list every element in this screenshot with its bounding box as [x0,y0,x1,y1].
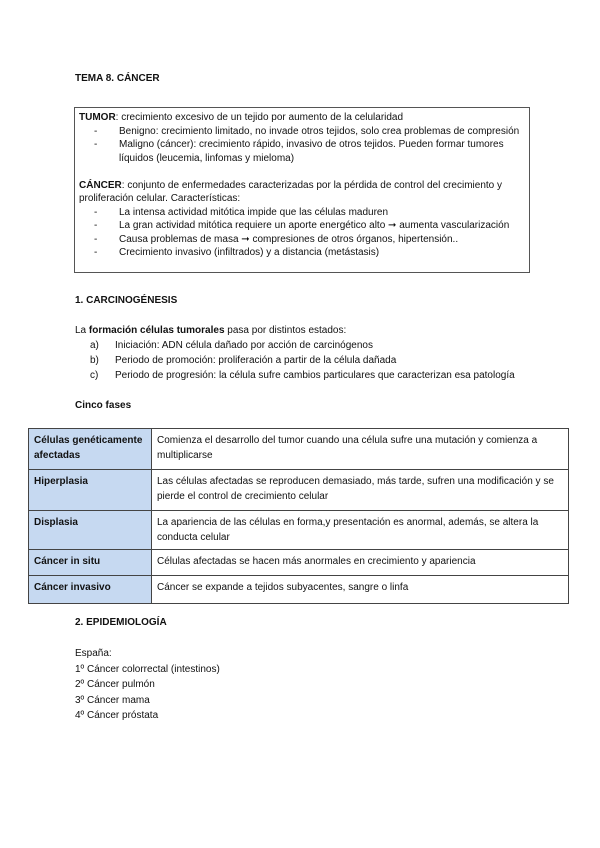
item-text: La gran actividad mitótica requiere un aporte energético alto ➞ aumenta vascularización [119,220,510,231]
intro-post: pasa por distintos estados: [224,325,347,336]
list-item: - Causa problemas de masa ➞ compresiones de otros órganos, hipertensión.. [94,233,459,245]
phase-cell: Hiperplasia [29,470,152,511]
desc-cell: La apariencia de las células en forma,y presentación es anormal, además, se altera la conducta celular [152,511,569,550]
list-item: 3º Cáncer mama [75,694,150,706]
ranking-list [75,646,220,724]
item-text: Causa problemas de masa ➞ compresiones de otros órganos, hipertensión.. [119,233,459,245]
list-item: - Maligno (cáncer): crecimiento rápido, invasivo de otros tejidos. Pueden formar tumores líquidos (leucemia, linfomas y mieloma) [94,139,504,164]
cancer-def: : conjunto de enfermedades caracterizadas por la pérdida de control del crecimiento y proliferación celular. Características: [79,179,502,204]
phase-cell: Células genéticamente afectadas [29,429,152,470]
table-row [29,470,569,511]
desc-cell: Las células afectadas se reproducen demasiado, más tarde, sufren una modificación y se pierde el control de crecimiento celular [152,470,569,511]
phase-cell: Cáncer in situ [29,550,152,576]
table-row [29,550,569,576]
list-item: - Crecimiento invasivo (infiltrados) y a distancia (metástasis) [94,247,380,258]
tumor-def: : crecimiento excesivo de un tejido por aumento de la celularidad [115,112,404,123]
table-row [29,576,569,604]
phases-label: Cinco fases [75,400,132,411]
item-text: Benigno: crecimiento limitado, no invade otros tejidos, solo crea problemas de compresión [119,125,520,137]
desc-cell: Células afectadas se hacen más anormales en crecimiento y apariencia [152,550,569,576]
list-item [75,339,545,353]
list-item: - La intensa actividad mitótica impide que las células maduren [94,206,389,218]
marker: b) [90,355,99,366]
item-text: Iniciación: ADN célula dañado por acción de carcinógenos [115,340,373,351]
desc-cell: Cáncer se expande a tejidos subyacentes, sangre o linfa [152,576,569,604]
phase-cell: Cáncer invasivo [29,576,152,604]
item-text: La intensa actividad mitótica impide que las células maduren [119,206,389,218]
country-label: España: [75,648,112,659]
marker: c) [90,370,99,381]
table-row [29,429,569,470]
list-item: 4º Cáncer próstata [75,710,159,721]
definitions-box [74,107,530,273]
stages-list [75,324,545,383]
list-item: - La gran actividad mitótica requiere un aporte energético alto ➞ aumenta vascularización [94,220,510,231]
intro-bold: formación células tumorales [88,325,225,336]
list-item: 1º Cáncer colorrectal (intestinos) [75,663,220,675]
list-item [75,354,545,368]
phases-table [28,428,569,604]
item-text: Crecimiento invasivo (infiltrados) y a distancia (metástasis) [119,247,380,258]
marker: a) [90,340,99,351]
page-title: TEMA 8. CÁNCER [75,73,160,84]
list-item: - Benigno: crecimiento limitado, no invade otros tejidos, solo crea problemas de compresión [94,125,520,137]
item-text: Periodo de progresión: la célula sufre cambios particulares que caracterizan esa patología [115,370,515,381]
cancer-term: CÁNCER [79,179,122,191]
intro [75,324,545,338]
tumor-term: TUMOR [79,112,116,123]
item-text: Periodo de promoción: proliferación a partir de la célula dañada [115,355,397,366]
desc-cell: Comienza el desarrollo del tumor cuando una célula sufre una mutación y comienza a multiplicarse [152,429,569,470]
section-heading: 2. EPIDEMIOLOGÍA [75,617,167,628]
item-text: Maligno (cáncer): crecimiento rápido, invasivo de otros tejidos. Pueden formar tumores líquidos (leucemia, linfomas y mieloma) [119,139,504,164]
intro-pre: La [75,325,89,336]
table-row [29,511,569,550]
cancer-definition [79,179,525,206]
phase-cell: Displasia [29,511,152,550]
list-item: 2º Cáncer pulmón [75,679,155,690]
tumor-definition [79,111,525,125]
list-item [75,369,545,383]
section-heading: 1. CARCINOGÉNESIS [75,295,178,306]
